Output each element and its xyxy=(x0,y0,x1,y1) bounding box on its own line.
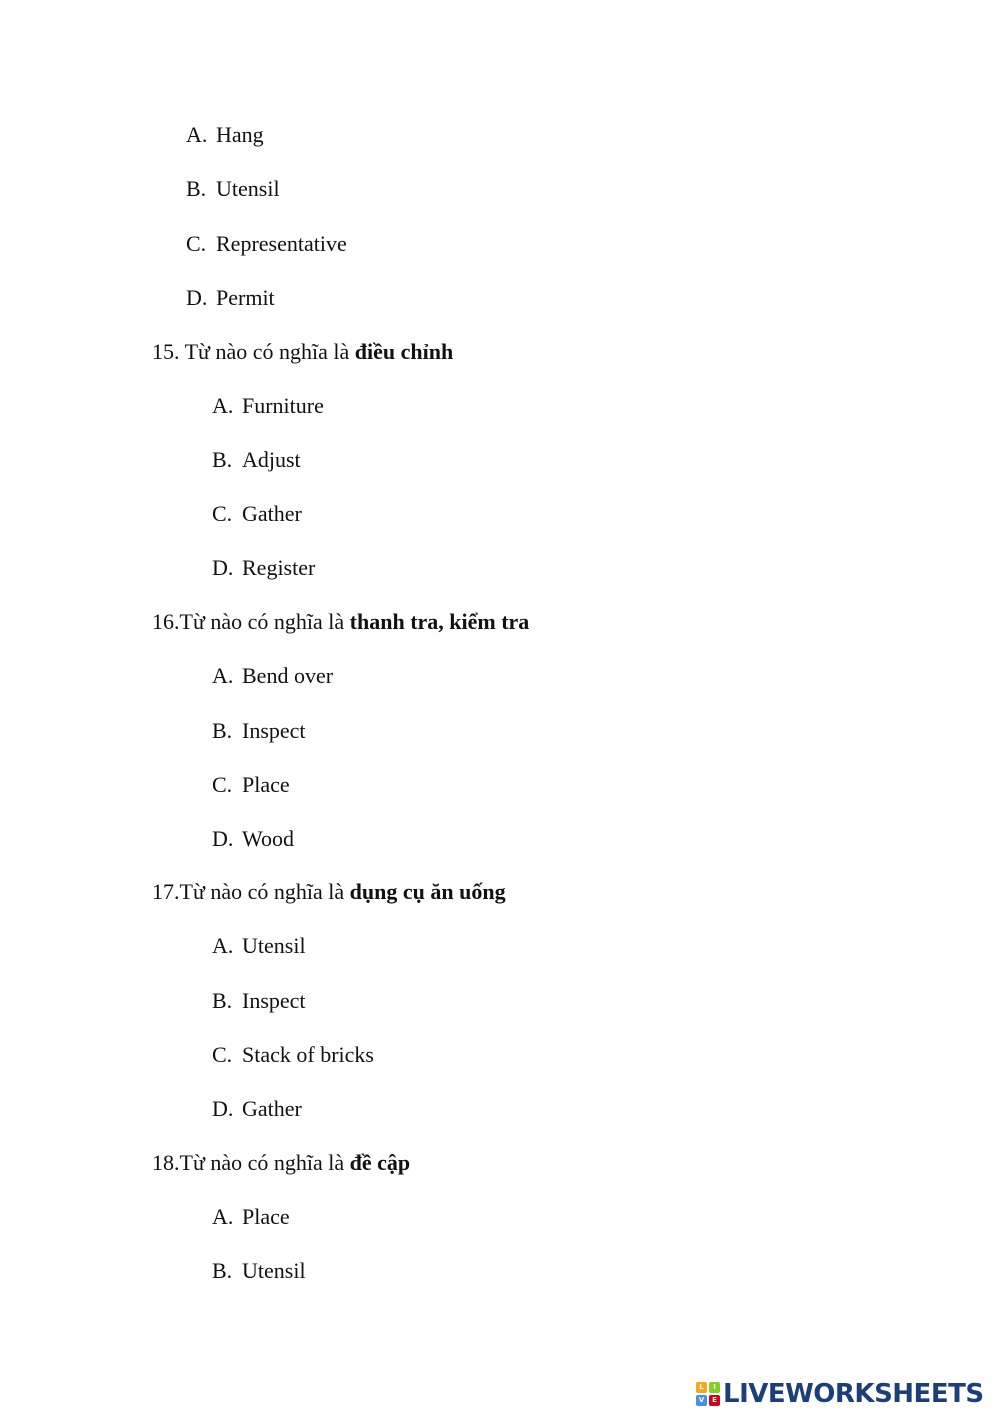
liveworksheets-logo-icon xyxy=(696,1382,720,1406)
option-text: Adjust xyxy=(242,447,301,472)
answer-option xyxy=(212,445,301,475)
option-letter: B. xyxy=(212,718,233,743)
question-line xyxy=(152,877,506,907)
option-letter: C. xyxy=(212,772,233,797)
liveworksheets-logo xyxy=(696,1378,984,1410)
answer-option xyxy=(212,499,302,529)
option-letter: A. xyxy=(186,122,208,147)
option-letter: D. xyxy=(186,285,208,310)
option-letter: B. xyxy=(212,988,233,1013)
logo-mark-tile: L xyxy=(696,1382,707,1393)
option-text: Utensil xyxy=(216,176,280,201)
logo-mark-tile: I xyxy=(709,1382,720,1393)
option-text: Gather xyxy=(242,1096,302,1121)
option-text: Hang xyxy=(216,122,264,147)
option-letter: D. xyxy=(212,1096,234,1121)
question-keyword: dụng cụ ăn uống xyxy=(349,879,506,904)
option-letter: C. xyxy=(212,1042,233,1067)
option-letter: C. xyxy=(186,231,207,256)
logo-mark-tile: E xyxy=(709,1395,720,1406)
question-line xyxy=(152,337,453,367)
option-text: Utensil xyxy=(242,1258,306,1283)
option-letter: C. xyxy=(212,501,233,526)
option-text: Inspect xyxy=(242,718,306,743)
option-text: Register xyxy=(242,555,316,580)
option-letter: D. xyxy=(212,826,234,851)
answer-option xyxy=(212,1256,306,1286)
answer-option xyxy=(186,229,347,259)
answer-option xyxy=(212,1040,374,1070)
liveworksheets-logo-text: LIVEWORKSHEETS xyxy=(723,1379,984,1409)
answer-option xyxy=(212,391,324,421)
answer-option xyxy=(212,716,306,746)
answer-option xyxy=(186,174,280,204)
question-text: 16.Từ nào có nghĩa là xyxy=(152,609,350,634)
question-text: 15. Từ nào có nghĩa là xyxy=(152,339,355,364)
option-letter: B. xyxy=(212,447,233,472)
option-letter: A. xyxy=(212,1204,234,1229)
answer-option xyxy=(212,1202,290,1232)
option-text: Gather xyxy=(242,501,302,526)
question-line xyxy=(152,607,529,637)
question-keyword: điều chỉnh xyxy=(354,339,454,364)
answer-option xyxy=(212,661,333,691)
option-letter: A. xyxy=(212,933,234,958)
option-text: Inspect xyxy=(242,988,306,1013)
answer-option xyxy=(212,931,306,961)
answer-option xyxy=(212,986,306,1016)
answer-option xyxy=(186,283,275,313)
option-letter: A. xyxy=(212,393,234,418)
option-text: Stack of bricks xyxy=(242,1042,374,1067)
option-text: Permit xyxy=(216,285,275,310)
option-text: Wood xyxy=(242,826,295,851)
option-text: Furniture xyxy=(242,393,324,418)
option-text: Representative xyxy=(216,231,347,256)
answer-option xyxy=(212,770,290,800)
question-text: 18.Từ nào có nghĩa là xyxy=(152,1150,350,1175)
option-letter: B. xyxy=(212,1258,233,1283)
option-letter: D. xyxy=(212,555,234,580)
question-keyword: thanh tra, kiểm tra xyxy=(349,609,530,634)
answer-option xyxy=(212,824,294,854)
option-letter: B. xyxy=(186,176,207,201)
option-letter: A. xyxy=(212,663,234,688)
answer-option xyxy=(212,553,315,583)
option-text: Place xyxy=(242,1204,290,1229)
answer-option xyxy=(212,1094,302,1124)
logo-mark-tile: V xyxy=(696,1395,707,1406)
option-text: Bend over xyxy=(242,663,334,688)
answer-option xyxy=(186,120,264,150)
option-text: Place xyxy=(242,772,290,797)
question-line xyxy=(152,1148,410,1178)
question-text: 17.Từ nào có nghĩa là xyxy=(152,879,350,904)
option-text: Utensil xyxy=(242,933,306,958)
question-keyword: đề cập xyxy=(349,1150,411,1175)
